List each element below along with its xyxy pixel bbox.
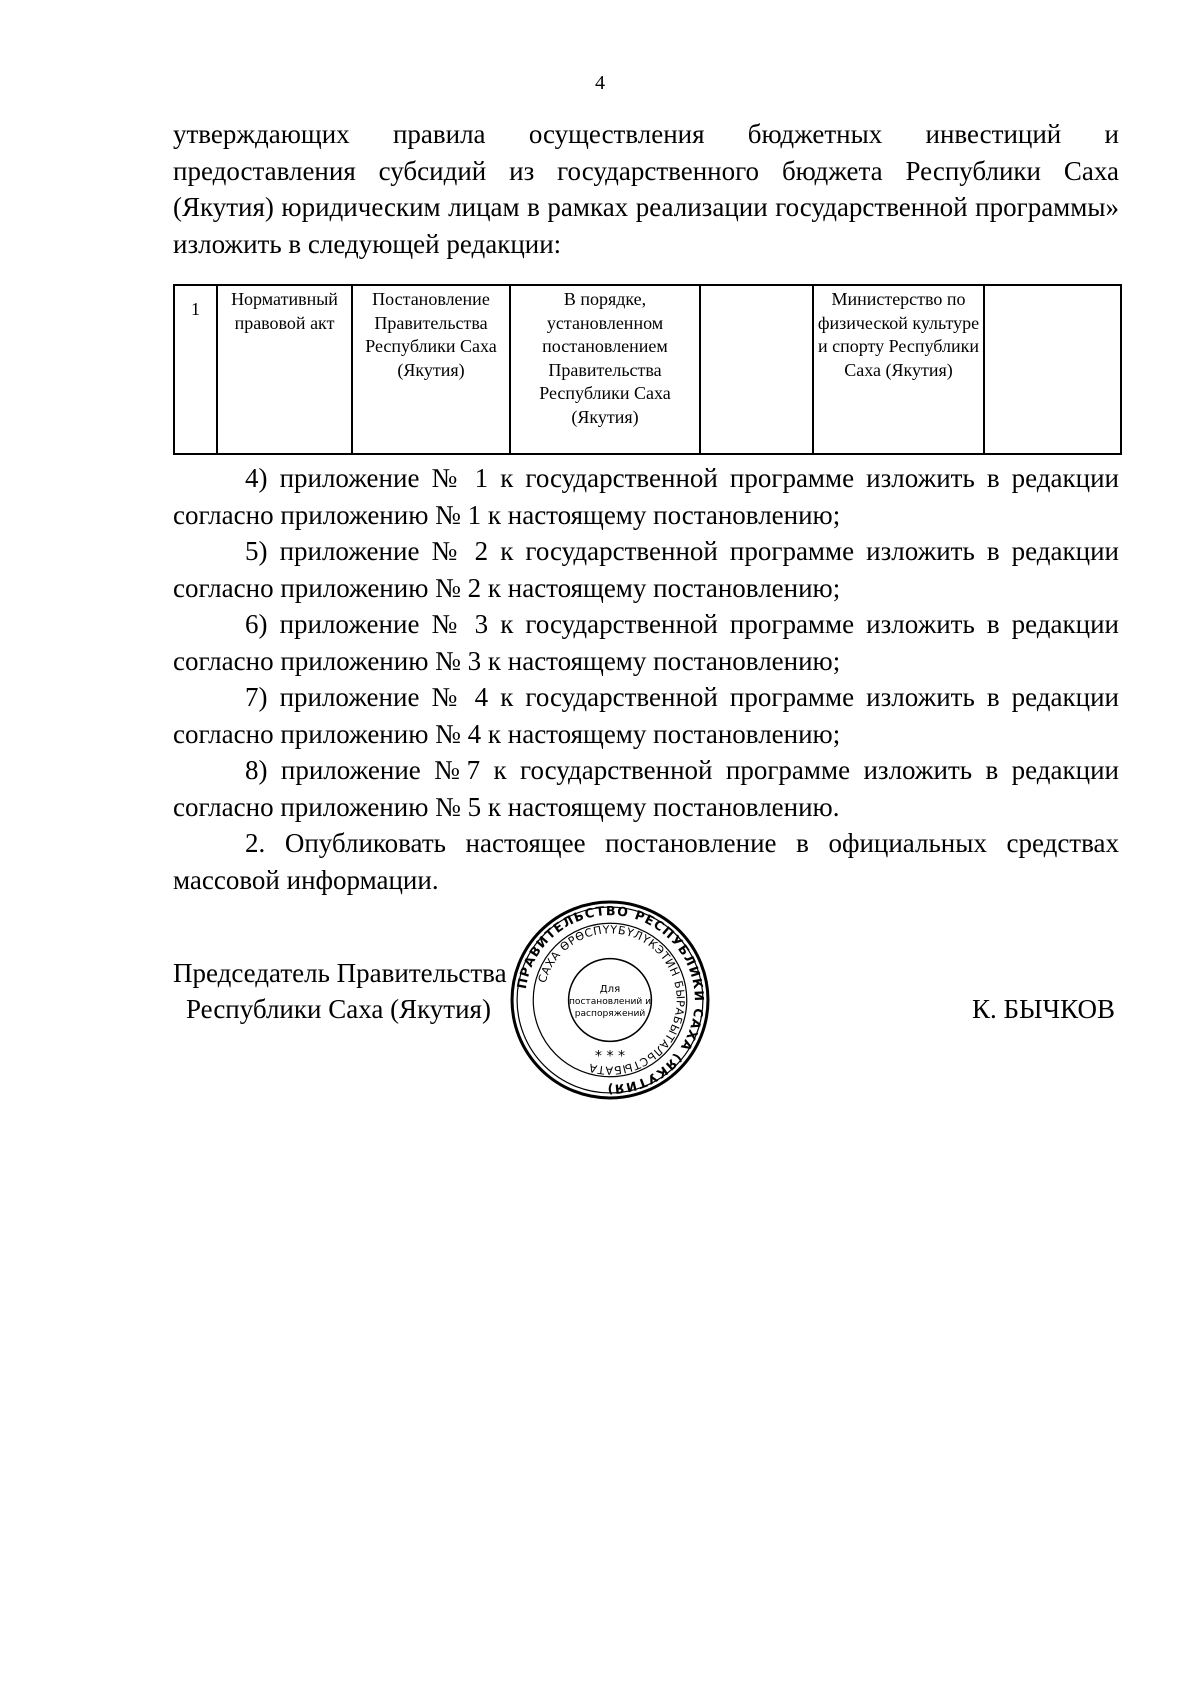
amendment-list bbox=[173, 460, 1119, 898]
table-cell-act: Постановление Правительства Республики Саха (Якутия) bbox=[352, 285, 510, 454]
seal-outer-text: ПРАВИТЕЛЬСТВО РЕСПУБЛИКИ САХА (ЯКУТИЯ) bbox=[513, 903, 708, 1097]
publication-paragraph: 2. Опубликовать настоящее постановление в официальных средствах массовой информации. bbox=[173, 828, 1119, 895]
table-cell-empty-1 bbox=[700, 285, 813, 454]
seal-center-line2: постановлений и bbox=[568, 997, 652, 1008]
list-item: 5) приложение № 2 к государственной программе изложить в редакции согласно приложению № 2 к настоящему постановлению; bbox=[173, 536, 1119, 603]
seal-center-line1: Для bbox=[599, 983, 621, 995]
intro-paragraph: утверждающих правила осуществления бюджетных инвестиций и предоставления субсидий из государственного бюджета Республики Саха (Якутия) юридическим лицам в рамках реализации государственной программы» изложить в следующей редакции: bbox=[173, 119, 1119, 259]
seal-stars: * * * bbox=[594, 1048, 626, 1065]
list-item: 7) приложение № 4 к государственной программе изложить в редакции согласно приложению № 4 к настоящему постановлению; bbox=[173, 682, 1119, 749]
table-cell-type: Нормативный правовой акт bbox=[217, 285, 352, 454]
list-item: 4) приложение № 1 к государственной программе изложить в редакции согласно приложению № 1 к настоящему постановлению; bbox=[173, 463, 1119, 530]
table-cell-executor: Министерство по физической культуре и спорту Республики Саха (Якутия) bbox=[813, 285, 984, 454]
seal-inner-text: САХА ӨРӨСПҮҮБҮЛҮКЭТИН БЫРАБЫТАЛЬСТЫБАТА bbox=[535, 923, 687, 1077]
table-row bbox=[174, 285, 1121, 454]
page-number: 4 bbox=[595, 72, 605, 94]
list-item: 6) приложение № 3 к государственной программе изложить в редакции согласно приложению № 3 к настоящему постановлению; bbox=[173, 609, 1119, 676]
table-cell-procedure: В порядке, установленном постановлением Правительства Республики Саха (Якутия) bbox=[510, 285, 700, 454]
document-table bbox=[173, 284, 1122, 455]
signatory-name: К. БЫЧКОВ bbox=[972, 994, 1115, 1024]
official-seal bbox=[509, 899, 711, 1101]
list-item: 8) приложение №7 к государственной программе изложить в редакции согласно приложению № 5 к настоящему постановлению. bbox=[173, 755, 1119, 822]
table-cell-empty-2 bbox=[984, 285, 1121, 454]
signatory-position-line1: Председатель Правительства bbox=[173, 958, 507, 988]
table-cell-number: 1 bbox=[174, 285, 217, 454]
signatory-position-line2: Республики Саха (Якутия) bbox=[186, 994, 491, 1024]
seal-center-line3: распоряжений bbox=[574, 1009, 646, 1020]
